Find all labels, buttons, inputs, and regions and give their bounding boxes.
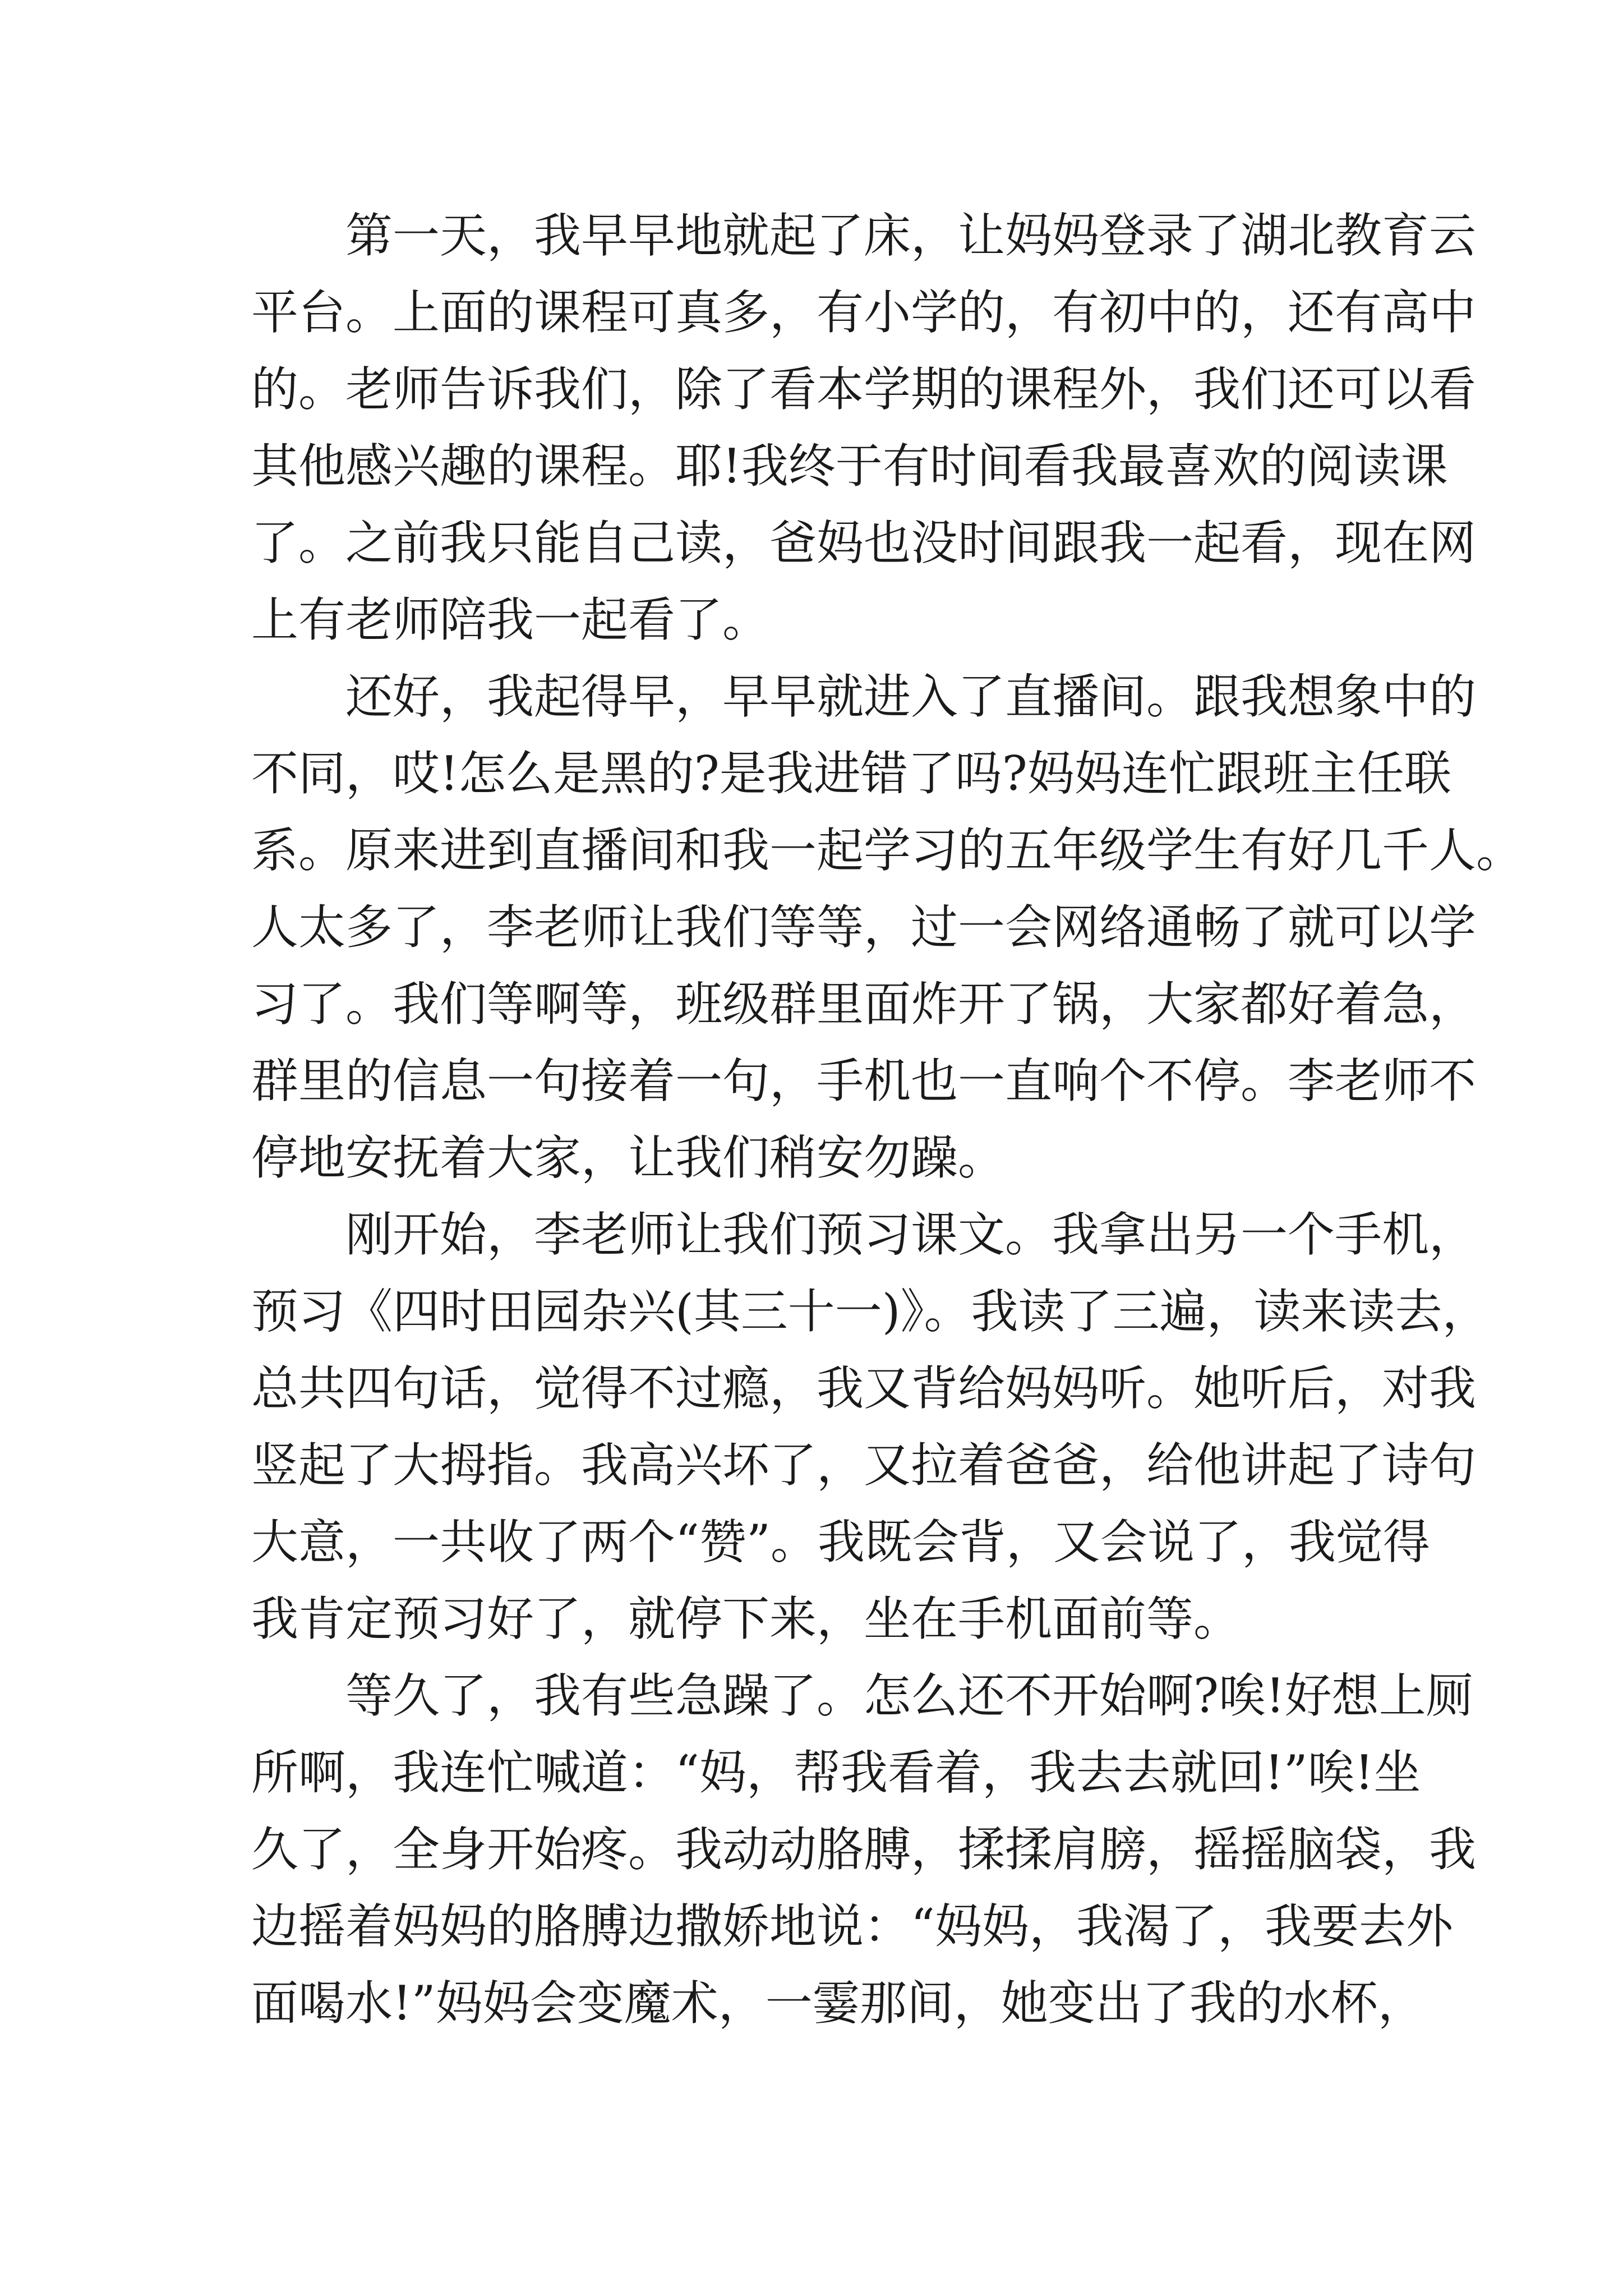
- text-line: 我肯定预习好了，就停下来，坐在手机面前等。: [251, 1591, 1241, 1646]
- text-line: 的。老师告诉我们，除了看本学期的课程外，我们还可以看: [251, 362, 1477, 417]
- text-line: 第一天，我早早地就起了床，让妈妈登录了湖北教育云: [345, 208, 1477, 263]
- text-line: 还好，我起得早，早早就进入了直播间。跟我想象中的: [345, 669, 1477, 724]
- text-line: 习了。我们等啊等，班级群里面炸开了锅，大家都好着急，: [251, 977, 1477, 1032]
- text-line: 上有老师陪我一起看了。: [251, 592, 770, 647]
- text-line: 平台。上面的课程可真多，有小学的，有初中的，还有高中: [251, 285, 1477, 340]
- document-body-text: [251, 197, 1524, 2042]
- text-line: 其他感兴趣的课程。耶!我终于有时间看我最喜欢的阅读课: [251, 439, 1448, 494]
- text-line: 预习《四时田园杂兴(其三十一)》。我读了三遍，读来读去，: [251, 1284, 1490, 1339]
- text-line: 总共四句话，觉得不过瘾，我又背给妈妈听。她听后，对我: [251, 1361, 1477, 1416]
- text-line: 大意，一共收了两个“赞”。我既会背，又会说了，我觉得: [251, 1515, 1430, 1570]
- text-line: 停地安抚着大家，让我们稍安勿躁。: [251, 1130, 1006, 1185]
- text-line: 了。之前我只能自己读，爸妈也没时间跟我一起看，现在网: [251, 516, 1477, 570]
- text-line: 所啊，我连忙喊道：“妈，帮我看着，我去去就回!”唉!坐: [251, 1745, 1421, 1800]
- text-line: 刚开始，李老师让我们预习课文。我拿出另一个手机，: [345, 1207, 1477, 1262]
- text-line: 久了，全身开始疼。我动动胳膊，揉揉肩膀，摇摇脑袋，我: [251, 1822, 1477, 1877]
- text-line: 不同，哎!怎么是黑的?是我进错了吗?妈妈连忙跟班主任联: [251, 746, 1451, 801]
- text-line: 等久了，我有些急躁了。怎么还不开始啊?唉!好想上厕: [345, 1668, 1473, 1723]
- text-line: 群里的信息一句接着一句，手机也一直响个不停。李老师不: [251, 1053, 1477, 1108]
- text-line: 竖起了大拇指。我高兴坏了，又拉着爸爸，给他讲起了诗句: [251, 1438, 1477, 1493]
- text-line: 边摇着妈妈的胳膊边撒娇地说：“妈妈，我渴了，我要去外: [251, 1899, 1453, 1954]
- text-line: 系。原来进到直播间和我一起学习的五年级学生有好几千人。: [251, 823, 1524, 878]
- text-line: 面喝水!”妈妈会变魔术，一霎那间，她变出了我的水杯，: [251, 1976, 1425, 2031]
- text-line: 人太多了，李老师让我们等等，过一会网络通畅了就可以学: [251, 900, 1477, 955]
